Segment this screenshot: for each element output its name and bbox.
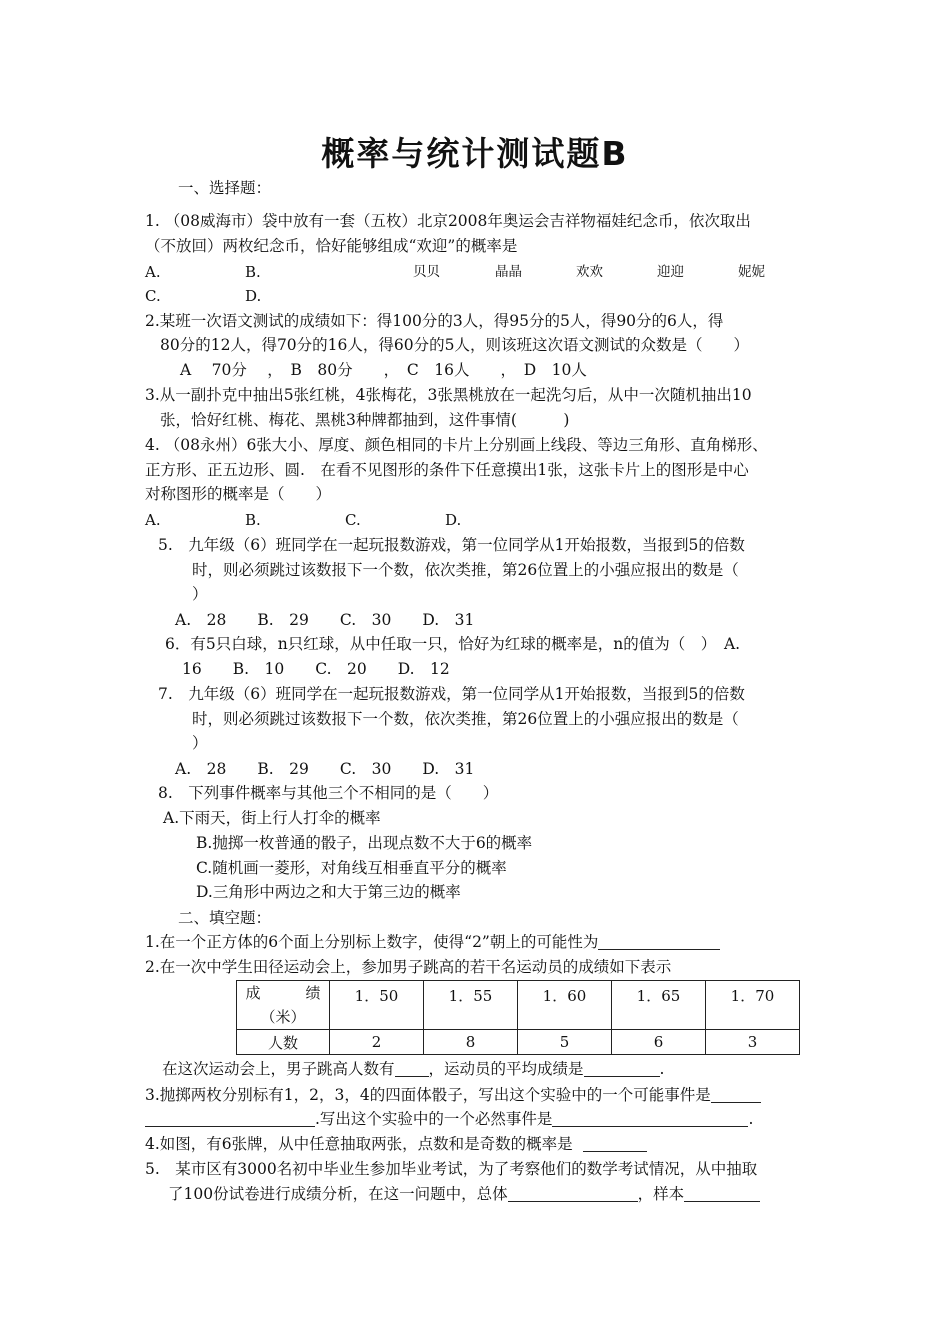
- table-cell-height: 1．55: [424, 981, 518, 1030]
- question-1-option-d: D.: [245, 287, 262, 305]
- fill-5-blank-population[interactable]: [508, 1185, 638, 1202]
- table-cell-height: 1．65: [612, 981, 706, 1030]
- question-4-line-3: 对称图形的概率是（ ）: [145, 485, 332, 503]
- question-2-line-2: 80分的12人，得70分的16人，得60分的5人，则该班这次语文测试的众数是（ ）: [160, 336, 749, 354]
- question-3-line-1: 3.从一副扑克中抽出5张红桃，4张梅花，3张黑桃放在一起洗匀后，从中一次随机抽出10: [145, 386, 752, 404]
- fill-3-text-c: .: [748, 1110, 754, 1128]
- question-8-option-d: D.三角形中两边之和大于第三边的概率: [196, 883, 461, 901]
- mascot-name-3: 欢欢: [576, 264, 603, 280]
- section-choice-heading: 一、选择题：: [178, 179, 272, 197]
- question-2-options: A 70分 ， B 80分 ， C 16人 ， D 10人: [180, 361, 587, 379]
- table-cell-height: 1．60: [518, 981, 612, 1030]
- question-4-option-a: A.: [145, 511, 161, 529]
- question-4-option-d: D.: [445, 511, 462, 529]
- question-4-option-b: B.: [245, 511, 261, 529]
- table-cell-count: 3: [706, 1030, 800, 1055]
- fill-3-text-a: 3.抛掷两枚分别标有1，2，3，4的四面体骰子，写出这个实验中的一个可能事件是: [145, 1086, 711, 1104]
- question-1-option-c: C.: [145, 287, 161, 305]
- fill-3-blank-b[interactable]: [145, 1110, 315, 1127]
- fill-4: [145, 1134, 647, 1154]
- mascot-name-5: 妮妮: [738, 264, 765, 280]
- question-5-line-2: 时，则必须跳过该数报下一个数，依次类推，第26位置上的小强应报出的数是（: [192, 561, 739, 579]
- question-3-line-2: 张，恰好红桃、梅花、黑桃3种牌都抽到，这件事情( ): [160, 411, 570, 429]
- fill-2-blank-average[interactable]: [584, 1060, 660, 1077]
- question-4-option-c: C.: [345, 511, 361, 529]
- fill-5-line-1: 5. 某市区有3000名初中毕业生参加毕业考试，为了考察他们的数学考试情况，从中抽取: [145, 1160, 758, 1178]
- fill-2-text-a: 在这次运动会上，男子跳高人数有: [162, 1060, 395, 1078]
- table-header-unit: （米）: [260, 1008, 306, 1026]
- question-8-option-c: C.随机画一菱形，对角线互相垂直平分的概率: [196, 859, 507, 877]
- question-7-line-1: 7. 九年级（6）班同学在一起玩报数游戏，第一位同学从1开始报数，当报到5的倍数: [158, 685, 745, 703]
- fill-3-blank-a[interactable]: [711, 1086, 761, 1103]
- question-1-line-1: 1. （08威海市）袋中放有一套（五枚）北京2008年奥运会吉祥物福娃纪念币，依次取出: [145, 212, 751, 230]
- question-1-line-2: （不放回）两枚纪念币，恰好能够组成“欢迎”的概率是: [145, 237, 518, 255]
- section-fill-heading: 二、填空题：: [178, 909, 272, 927]
- fill-1: [145, 932, 720, 952]
- question-4-line-2: 正方形、正五边形、圆. 在看不见图形的条件下任意摸出1张，这张卡片上的图形是中心: [145, 461, 749, 479]
- mascot-name-1: 贝贝: [413, 264, 440, 280]
- fill-4-text: 4.如图，有6张牌，从中任意抽取两张，点数和是奇数的概率是: [145, 1135, 573, 1153]
- table-cell-count: 5: [518, 1030, 612, 1055]
- question-1-option-a: A.: [145, 263, 161, 281]
- table-header-count: 人数: [237, 1030, 330, 1055]
- fill-3-line-1: [145, 1085, 761, 1105]
- mascot-name-4: 迎迎: [657, 264, 684, 280]
- page-title: 概率与统计测试题B: [321, 134, 629, 173]
- fill-1-text: 1.在一个正方体的6个面上分别标上数字，使得“2”朝上的可能性为: [145, 933, 599, 951]
- question-4-line-1: 4. （08永州）6张大小、厚度、颜色相同的卡片上分别画上线段、等边三角形、直角梯形、: [145, 436, 768, 454]
- fill-2-line-2: [162, 1059, 664, 1079]
- question-6-line-2: 16 B. 10 C. 20 D. 12: [182, 660, 450, 678]
- question-8-option-a: A.下雨天，街上行人打伞的概率: [163, 809, 381, 827]
- table-header-height: [237, 981, 330, 1030]
- fill-3-blank-c[interactable]: [552, 1110, 748, 1127]
- question-6-line-1: 6．有5只白球，n只红球，从中任取一只，恰好为红球的概率是，n的值为（ ） A.: [165, 635, 741, 653]
- question-7-options: A. 28 B. 29 C. 30 D. 31: [175, 760, 475, 778]
- fill-1-blank[interactable]: [598, 933, 720, 950]
- table-header-label: 成 绩: [245, 984, 321, 1002]
- fill-4-blank[interactable]: [583, 1135, 647, 1152]
- fill-5-line-2: [168, 1184, 760, 1204]
- fill-5-text-a: 了100份试卷进行成绩分析，在这一问题中，总体: [168, 1185, 508, 1203]
- question-5-options: A. 28 B. 29 C. 30 D. 31: [175, 611, 475, 629]
- question-1-option-b: B.: [245, 263, 261, 281]
- jump-score-table: [236, 980, 800, 1055]
- question-5-line-3: ）: [192, 585, 208, 603]
- fill-3-text-b: .写出这个实验中的一个必然事件是: [315, 1110, 553, 1128]
- question-7-line-3: ）: [192, 734, 208, 752]
- fill-2-line-1: 2.在一次中学生田径运动会上，参加男子跳高的若干名运动员的成绩如下表示: [145, 958, 672, 976]
- table-cell-height: 1．70: [706, 981, 800, 1030]
- fill-2-blank-count[interactable]: [395, 1060, 429, 1077]
- fill-5-text-b: ，样本: [637, 1185, 685, 1203]
- question-2-line-1: 2.某班一次语文测试的成绩如下：得100分的3人，得95分的5人，得90分的6人，得: [145, 312, 724, 330]
- fill-3-line-2: [145, 1109, 753, 1129]
- fill-2-text-c: .: [659, 1060, 665, 1078]
- fill-2-text-b: ，运动员的平均成绩是: [428, 1060, 584, 1078]
- table-cell-height: 1．50: [330, 981, 424, 1030]
- table-row: [237, 981, 800, 1030]
- table-cell-count: 6: [612, 1030, 706, 1055]
- table-row: [237, 1030, 800, 1055]
- fill-5-blank-sample[interactable]: [684, 1185, 760, 1202]
- table-cell-count: 8: [424, 1030, 518, 1055]
- question-5-line-1: 5. 九年级（6）班同学在一起玩报数游戏，第一位同学从1开始报数，当报到5的倍数: [158, 536, 745, 554]
- question-8-line-1: 8. 下列事件概率与其他三个不相同的是（ ）: [158, 784, 499, 802]
- mascot-name-2: 晶晶: [495, 264, 522, 280]
- question-8-option-b: B.抛掷一枚普通的骰子，出现点数不大于6的概率: [196, 834, 533, 852]
- question-7-line-2: 时，则必须跳过该数报下一个数，依次类推，第26位置上的小强应报出的数是（: [192, 710, 739, 728]
- table-cell-count: 2: [330, 1030, 424, 1055]
